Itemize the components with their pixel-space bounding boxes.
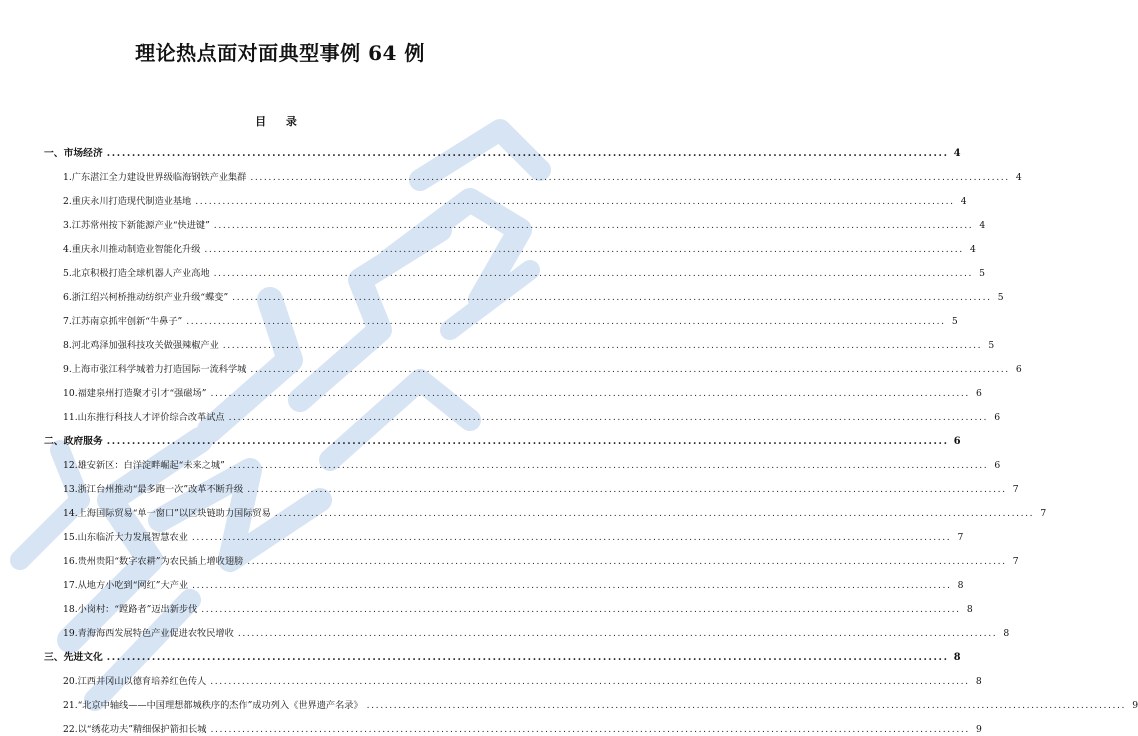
toc-item-label: 12.雄安新区：白洋淀畔崛起“未来之城” (63, 460, 225, 471)
toc-item-label: 20.江西井冈山以德育培养红色传人 (63, 676, 207, 687)
toc-leader-dots (195, 196, 954, 208)
toc-page-number: 7 (1012, 556, 1019, 567)
toc-leader-dots (107, 436, 949, 448)
toc-item-label: 8.河北鸡泽加强科技攻关做强辣椒产业 (63, 340, 219, 351)
toc-item-label: 1.广东湛江全力建设世界级临海钢铁产业集群 (63, 172, 247, 183)
toc-page-number: 9 (976, 724, 982, 735)
toc-leader-dots (214, 220, 973, 232)
toc-page-number: 8 (1003, 628, 1010, 639)
toc-leader-dots (201, 604, 960, 616)
toc-page-number: 9 (1132, 700, 1138, 711)
toc-leader-dots (232, 292, 991, 304)
toc-page-number: 5 (988, 340, 995, 351)
toc-leader-dots (210, 724, 969, 736)
toc-page-number: 5 (979, 268, 986, 279)
toc-page-number: 6 (976, 388, 982, 399)
toc-page-number: 4 (969, 244, 976, 255)
toc-leader-dots (210, 676, 969, 688)
toc-item-label: 10.福建泉州打造聚才引才“强磁场” (63, 388, 207, 399)
toc-item-label: 13.浙江台州推动“最多跑一次”改革不断升级 (63, 484, 244, 495)
toc-section-label: 二、政府服务 (44, 436, 103, 447)
toc-page-number: 4 (960, 196, 967, 207)
toc-section-entry[interactable] (44, 424, 961, 448)
toc-item-entry[interactable] (44, 712, 982, 736)
toc-item-label: 2.重庆永川打造现代制造业基地 (63, 196, 192, 207)
toc-item-entry[interactable] (44, 448, 1001, 472)
toc-item-label: 4.重庆永川推动制造业智能化升级 (63, 244, 201, 255)
toc-heading: 目 录 (255, 115, 305, 128)
toc-item-label: 6.浙江绍兴柯桥推动纺织产业升级“蝶变” (63, 292, 229, 303)
toc-page-number: 6 (1015, 364, 1022, 375)
toc-item-entry[interactable] (44, 616, 1010, 640)
toc-item-entry[interactable] (44, 256, 986, 280)
toc-leader-dots (229, 460, 988, 472)
toc-page-number: 5 (997, 292, 1004, 303)
toc-item-entry[interactable] (44, 376, 982, 400)
toc-leader-dots (247, 484, 1006, 496)
toc-item-entry[interactable] (44, 160, 1022, 184)
toc-item-label: 14.上海国际贸易“单一窗口”以区块链助力国际贸易 (63, 508, 271, 519)
toc-leader-dots (192, 532, 951, 544)
toc-section-entry[interactable] (44, 136, 961, 160)
toc-leader-dots (214, 268, 973, 280)
toc-page-number: 6 (994, 460, 1001, 471)
toc-item-entry[interactable] (44, 328, 995, 352)
toc-leader-dots (192, 580, 951, 592)
toc-item-label: 21.“北京中轴线——中国理想都城秩序的杰作”成功列入《世界遗产名录》 (63, 700, 363, 711)
toc-leader-dots (210, 388, 969, 400)
toc-item-entry[interactable] (44, 592, 973, 616)
toc-leader-dots (238, 628, 997, 640)
toc-leader-dots (250, 172, 1009, 184)
toc-item-entry[interactable] (44, 280, 1004, 304)
toc-leader-dots (223, 340, 982, 352)
toc-page-number: 8 (953, 652, 961, 663)
toc-item-label: 19.青海海西发展特色产业促进农牧民增收 (63, 628, 234, 639)
toc-leader-dots (204, 244, 963, 256)
toc-item-entry[interactable] (44, 544, 1019, 568)
toc-section-label: 三、先进文化 (44, 652, 103, 663)
toc-page-number: 8 (975, 676, 982, 687)
toc-page-number: 4 (953, 148, 961, 159)
table-of-contents (44, 136, 1138, 736)
toc-page-number: 4 (1015, 172, 1022, 183)
toc-page-number: 7 (1040, 508, 1047, 519)
toc-item-entry[interactable] (44, 496, 1047, 520)
toc-section-entry[interactable] (44, 640, 961, 664)
toc-item-entry[interactable] (44, 472, 1019, 496)
toc-page-number: 8 (957, 580, 964, 591)
document-title: 理论热点面对面典型事例 64 例 (135, 41, 425, 65)
toc-item-entry[interactable] (44, 352, 1022, 376)
toc-leader-dots (275, 508, 1034, 520)
toc-leader-dots (107, 148, 949, 160)
toc-item-entry[interactable] (44, 664, 982, 688)
toc-item-entry[interactable] (44, 688, 1138, 712)
toc-item-entry[interactable] (44, 520, 964, 544)
toc-page-number: 6 (953, 436, 961, 447)
toc-item-entry[interactable] (44, 400, 1001, 424)
toc-section-label: 一、市场经济 (44, 148, 103, 159)
toc-leader-dots (186, 316, 945, 328)
toc-item-entry[interactable] (44, 568, 964, 592)
toc-leader-dots (247, 556, 1006, 568)
toc-item-label: 3.江苏常州按下新能源产业“快进键” (63, 220, 210, 231)
toc-item-label: 22.以“绣花功夫”精细保护箭扣长城 (63, 724, 207, 735)
toc-page-number: 4 (979, 220, 986, 231)
toc-item-label: 9.上海市张江科学城着力打造国际一流科学城 (63, 364, 247, 375)
toc-item-label: 16.贵州贵阳“数字农耕”为农民插上增收翅膀 (63, 556, 244, 567)
toc-leader-dots (367, 700, 1126, 712)
toc-page-number: 7 (957, 532, 964, 543)
toc-leader-dots (250, 364, 1009, 376)
toc-item-label: 18.小岗村：“蹚路者”迈出新步伐 (63, 604, 198, 615)
toc-item-entry[interactable] (44, 304, 958, 328)
toc-item-label: 17.从地方小吃到“网红”大产业 (63, 580, 189, 591)
toc-leader-dots (229, 412, 988, 424)
toc-item-label: 5.北京积极打造全球机器人产业高地 (63, 268, 210, 279)
toc-page-number: 7 (1012, 484, 1019, 495)
toc-leader-dots (107, 652, 949, 664)
toc-item-label: 11.山东推行科技人才评价综合改革试点 (63, 412, 225, 423)
toc-page-number: 6 (994, 412, 1001, 423)
toc-item-entry[interactable] (44, 232, 976, 256)
toc-item-entry[interactable] (44, 208, 986, 232)
toc-item-label: 15.山东临沂大力发展智慧农业 (63, 532, 188, 543)
toc-page-number: 5 (951, 316, 958, 327)
toc-item-entry[interactable] (44, 184, 967, 208)
toc-page-number: 8 (966, 604, 973, 615)
toc-item-label: 7.江苏南京抓牢创新“牛鼻子” (63, 316, 183, 327)
